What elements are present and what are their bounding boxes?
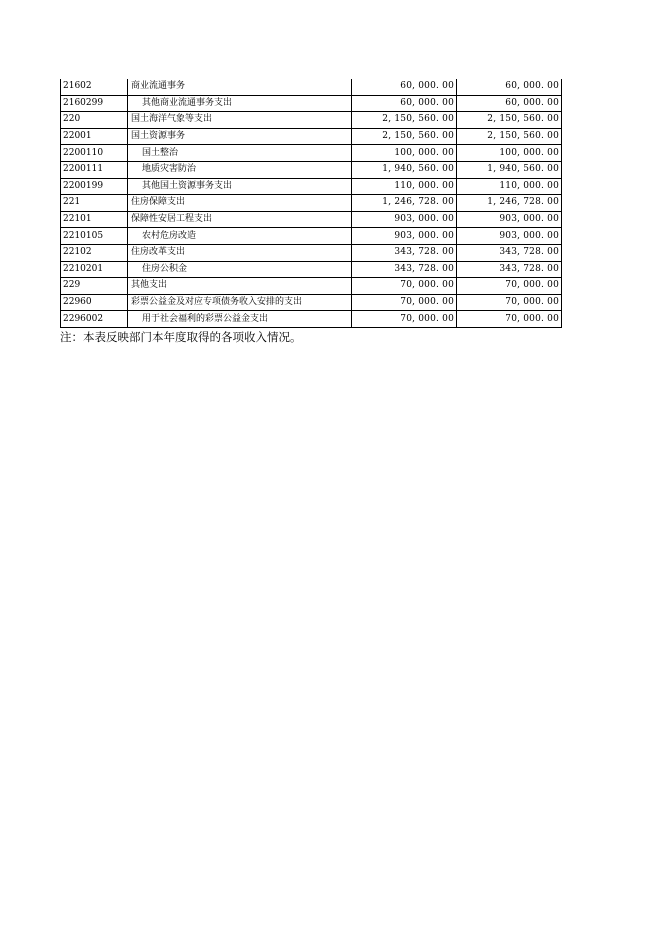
row-amount-cell: 343, 728. 00 <box>352 244 457 261</box>
table-row <box>61 244 562 261</box>
table-row <box>61 311 562 328</box>
row-name-cell: 住房改革支出 <box>128 244 352 261</box>
row-amount-cell: 100, 000. 00 <box>352 145 457 162</box>
row-name-cell: 其他国土资源事务支出 <box>128 178 352 195</box>
row-code-cell: 22102 <box>61 244 128 261</box>
row-code-cell: 2296002 <box>61 311 128 328</box>
table-row <box>61 79 562 95</box>
row-amount-cell: 1, 940, 560. 00 <box>352 161 457 178</box>
row-code-cell: 21602 <box>61 79 128 95</box>
row-amount-cell: 70, 000. 00 <box>352 278 457 295</box>
table-row <box>61 228 562 245</box>
row-code-cell: 2160299 <box>61 95 128 112</box>
row-amount-total-cell: 100, 000. 00 <box>457 145 562 162</box>
row-code-cell: 220 <box>61 112 128 129</box>
row-code-cell: 2200110 <box>61 145 128 162</box>
row-amount-total-cell: 70, 000. 00 <box>457 294 562 311</box>
row-name-cell: 国土资源事务 <box>128 128 352 145</box>
row-amount-cell: 70, 000. 00 <box>352 294 457 311</box>
row-name-cell: 彩票公益金及对应专项债务收入安排的支出 <box>128 294 352 311</box>
row-amount-total-cell: 903, 000. 00 <box>457 211 562 228</box>
row-amount-cell: 110, 000. 00 <box>352 178 457 195</box>
row-amount-cell: 2, 150, 560. 00 <box>352 112 457 129</box>
table-row <box>61 261 562 278</box>
row-name-cell: 商业流通事务 <box>128 79 352 95</box>
table-row <box>61 195 562 212</box>
row-code-cell: 2200199 <box>61 178 128 195</box>
row-amount-cell: 1, 246, 728. 00 <box>352 195 457 212</box>
row-name-cell: 国土整治 <box>128 145 352 162</box>
table-row <box>61 128 562 145</box>
row-name-cell: 住房保障支出 <box>128 195 352 212</box>
table-row <box>61 112 562 129</box>
row-amount-cell: 903, 000. 00 <box>352 211 457 228</box>
row-amount-cell: 60, 000. 00 <box>352 95 457 112</box>
row-amount-total-cell: 1, 246, 728. 00 <box>457 195 562 212</box>
row-code-cell: 229 <box>61 278 128 295</box>
row-amount-total-cell: 70, 000. 00 <box>457 311 562 328</box>
row-amount-total-cell: 70, 000. 00 <box>457 278 562 295</box>
row-name-cell: 其他商业流通事务支出 <box>128 95 352 112</box>
row-amount-total-cell: 60, 000. 00 <box>457 79 562 95</box>
row-amount-total-cell: 2, 150, 560. 00 <box>457 128 562 145</box>
row-name-cell: 用于社会福利的彩票公益金支出 <box>128 311 352 328</box>
table-row <box>61 161 562 178</box>
row-code-cell: 22101 <box>61 211 128 228</box>
budget-table <box>60 79 562 328</box>
row-amount-total-cell: 343, 728. 00 <box>457 261 562 278</box>
table-row <box>61 95 562 112</box>
row-amount-total-cell: 343, 728. 00 <box>457 244 562 261</box>
row-amount-cell: 343, 728. 00 <box>352 261 457 278</box>
row-name-cell: 住房公积金 <box>128 261 352 278</box>
row-code-cell: 2210201 <box>61 261 128 278</box>
row-amount-cell: 2, 150, 560. 00 <box>352 128 457 145</box>
table-row <box>61 178 562 195</box>
row-name-cell: 农村危房改造 <box>128 228 352 245</box>
row-code-cell: 221 <box>61 195 128 212</box>
table-row <box>61 294 562 311</box>
row-amount-total-cell: 903, 000. 00 <box>457 228 562 245</box>
row-amount-cell: 60, 000. 00 <box>352 79 457 95</box>
row-code-cell: 22001 <box>61 128 128 145</box>
table-row <box>61 211 562 228</box>
table-row <box>61 145 562 162</box>
row-code-cell: 2210105 <box>61 228 128 245</box>
table-body <box>61 79 562 327</box>
table-note: 注：本表反映部门本年度取得的各项收入情况。 <box>60 330 302 344</box>
row-name-cell: 其他支出 <box>128 278 352 295</box>
row-name-cell: 保障性安居工程支出 <box>128 211 352 228</box>
row-amount-total-cell: 1, 940, 560. 00 <box>457 161 562 178</box>
row-amount-total-cell: 2, 150, 560. 00 <box>457 112 562 129</box>
row-code-cell: 22960 <box>61 294 128 311</box>
row-name-cell: 国土海洋气象等支出 <box>128 112 352 129</box>
row-code-cell: 2200111 <box>61 161 128 178</box>
table-row <box>61 278 562 295</box>
row-amount-total-cell: 60, 000. 00 <box>457 95 562 112</box>
row-amount-cell: 70, 000. 00 <box>352 311 457 328</box>
row-name-cell: 地质灾害防治 <box>128 161 352 178</box>
row-amount-cell: 903, 000. 00 <box>352 228 457 245</box>
row-amount-total-cell: 110, 000. 00 <box>457 178 562 195</box>
